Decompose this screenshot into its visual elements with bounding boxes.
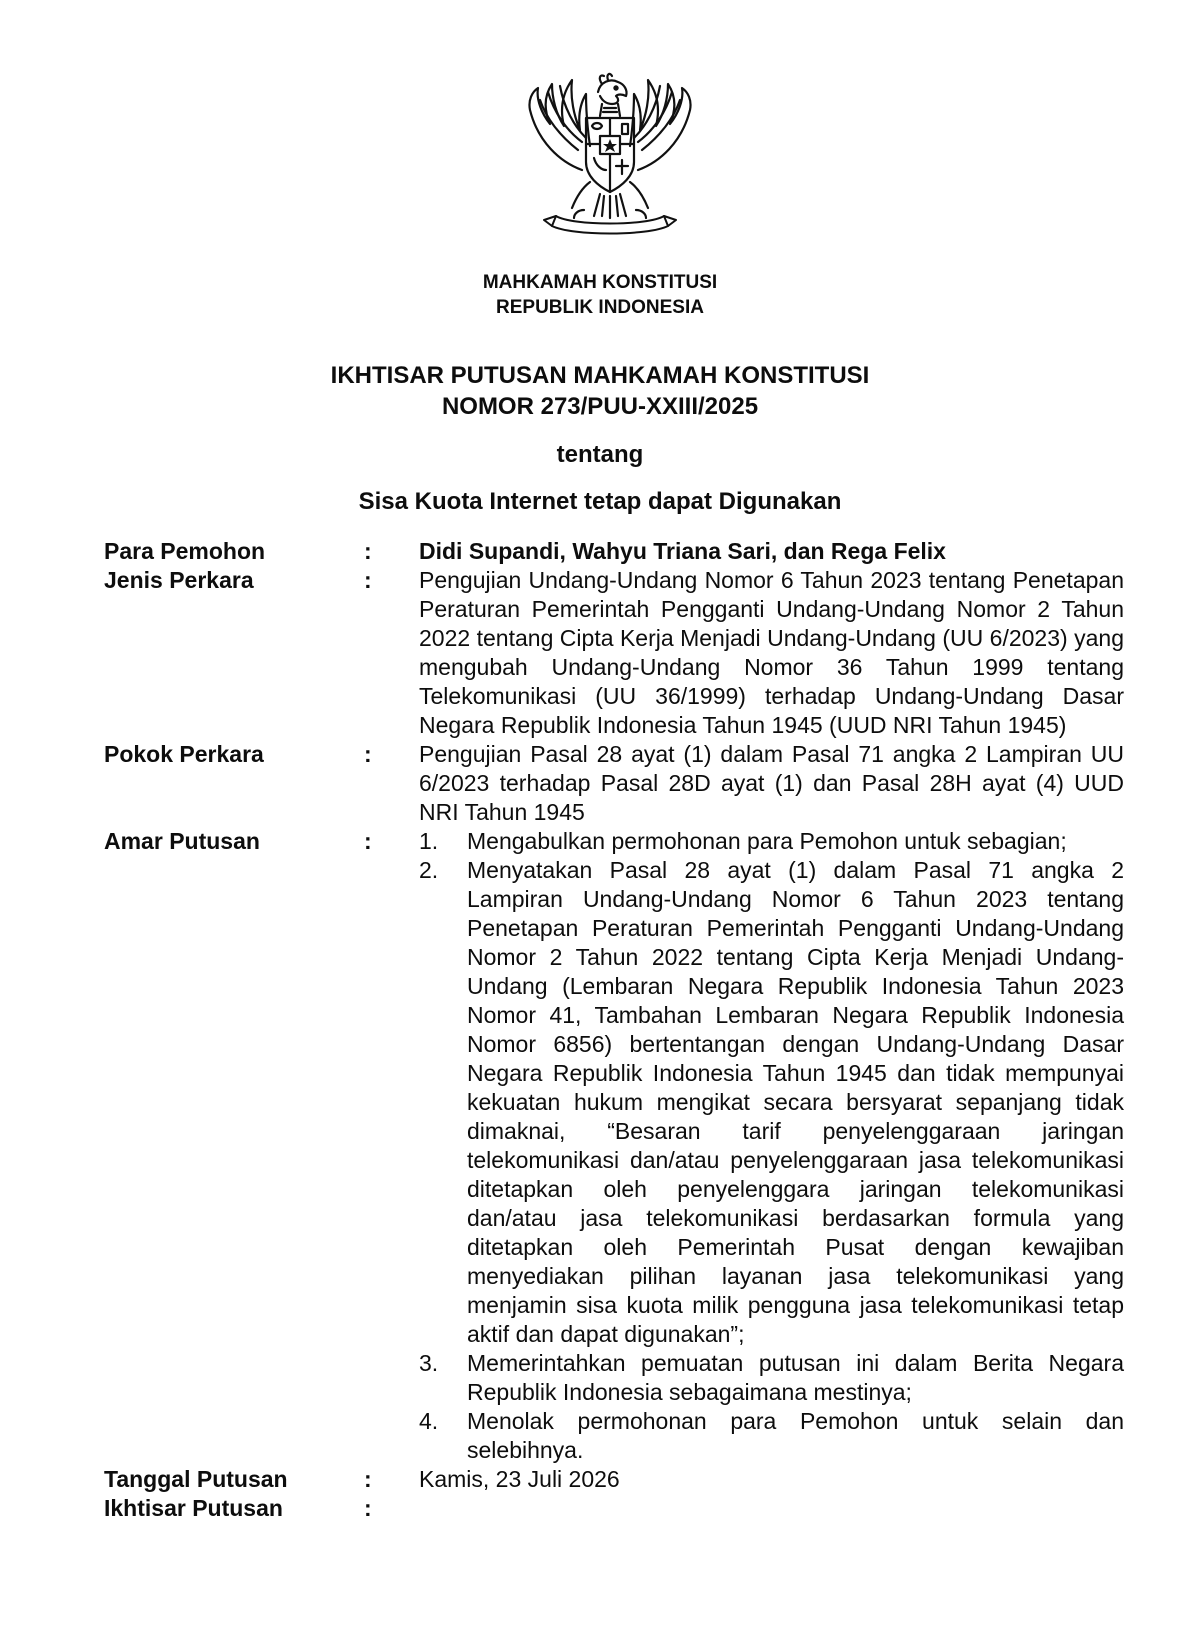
- decision-item-text: Memerintahkan pemuatan putusan ini dalam Berita Negara Republik Indonesia sebagaimana mestinya;: [467, 1350, 1124, 1405]
- field-para-pemohon: [104, 537, 1124, 566]
- field-value: Pengujian Pasal 28 ayat (1) dalam Pasal 71 angka 2 Lampiran UU 6/2023 terhadap Pasal 28D ayat (1) dan Pasal 28H ayat (4) UUD NRI Tahun 1945: [419, 741, 1124, 825]
- field-value: Pengujian Undang-Undang Nomor 6 Tahun 2023 tentang Penetapan Peraturan Pemerintah Pengganti Undang-Undang Nomor 2 Tahun 2022 tentang Cipta Kerja Menjadi Undang-Undang (UU 6/2023) yang mengubah Undang-Undang Nomor 36 Tahun 1999 tentang Telekomunikasi (UU 36/1999) terhadap Undang-Undang Dasar Negara Republik Indonesia Tahun 1945 (UUD NRI Tahun 1945): [419, 567, 1124, 738]
- decision-item-number: 3.: [419, 1350, 439, 1376]
- decision-item-number: 1.: [419, 828, 439, 854]
- field-colon: :: [364, 567, 372, 593]
- field-colon: :: [364, 1466, 372, 1492]
- field-value: Kamis, 23 Juli 2026: [419, 1466, 620, 1492]
- decision-item: [419, 827, 1124, 856]
- decision-item-number: 2.: [419, 857, 439, 883]
- garuda-emblem: [520, 70, 700, 236]
- decision-item-text: Menolak permohonan para Pemohon untuk selain dan selebihnya.: [467, 1408, 1124, 1463]
- decision-fields: [104, 537, 1124, 1523]
- field-tanggal-putusan: [104, 1465, 1124, 1494]
- field-label: Pokok Perkara: [104, 741, 264, 767]
- decision-item-number: 4.: [419, 1408, 439, 1434]
- field-jenis-perkara: [104, 566, 1124, 740]
- document-title: [0, 360, 1200, 422]
- field-label: Para Pemohon: [104, 538, 266, 564]
- decision-item: [419, 856, 1124, 1349]
- decision-subject: Sisa Kuota Internet tetap dapat Digunakan: [358, 488, 842, 515]
- decision-item: [419, 1407, 1124, 1465]
- tentang-heading: tentang: [556, 441, 644, 468]
- court-name-line-2: REPUBLIK INDONESIA: [496, 297, 704, 318]
- court-name-line-1: MAHKAMAH KONSTITUSI: [482, 272, 718, 293]
- field-label: Tanggal Putusan: [104, 1466, 288, 1492]
- field-label: Amar Putusan: [104, 828, 260, 854]
- decision-item: [419, 1349, 1124, 1407]
- field-label: Ikhtisar Putusan: [104, 1495, 283, 1521]
- field-colon: :: [364, 828, 372, 854]
- field-colon: :: [364, 1495, 372, 1521]
- field-colon: :: [364, 741, 372, 767]
- document-number: NOMOR 273/PUU-XXIII/2025: [441, 393, 759, 420]
- court-name: [0, 270, 1200, 320]
- decision-list: [419, 827, 1124, 1465]
- field-pokok-perkara: [104, 740, 1124, 827]
- document-title-line-1: IKHTISAR PUTUSAN MAHKAMAH KONSTITUSI: [330, 362, 870, 389]
- field-ikhtisar-putusan: [104, 1494, 1124, 1523]
- decision-item-text: Menyatakan Pasal 28 ayat (1) dalam Pasal 71 angka 2 Lampiran Undang-Undang Nomor 6 Tahun 2023 tentang Penetapan Peraturan Pemerintah Pengganti Undang-Undang Nomor 2 Tahun 2022 tentang Cipta Kerja Menjadi Undang-Undang (Lembaran Negara Republik Indonesia Tahun 2023 Nomor 41, Tambahan Lembaran Negara Republik Indonesia Nomor 6856) bertentangan dengan Undang-Undang Dasar Negara Republik Indonesia Tahun 1945 dan tidak mempunyai kekuatan hukum mengikat secara bersyarat sepanjang tidak dimaknai, “Besaran tarif penyelenggaraan jaringan telekomunikasi dan/atau penyelenggaraan jasa telekomunikasi ditetapkan oleh penyelenggara jaringan telekomunikasi dan/atau jasa telekomunikasi berdasarkan formula yang ditetapkan oleh Pemerintah Pusat dengan kewajiban menyediakan pilihan layanan jasa telekomunikasi yang menjamin sisa kuota milik pengguna jasa telekomunikasi tetap aktif dan dapat digunakan”;: [467, 857, 1124, 1347]
- decision-list-container: [419, 827, 1124, 1465]
- field-value: Didi Supandi, Wahyu Triana Sari, dan Rega Felix: [419, 538, 946, 564]
- field-amar-putusan: [104, 827, 1124, 1465]
- decision-item-text: Mengabulkan permohonan para Pemohon untuk sebagian;: [467, 828, 1067, 854]
- field-label: Jenis Perkara: [104, 567, 254, 593]
- field-colon: :: [364, 538, 372, 564]
